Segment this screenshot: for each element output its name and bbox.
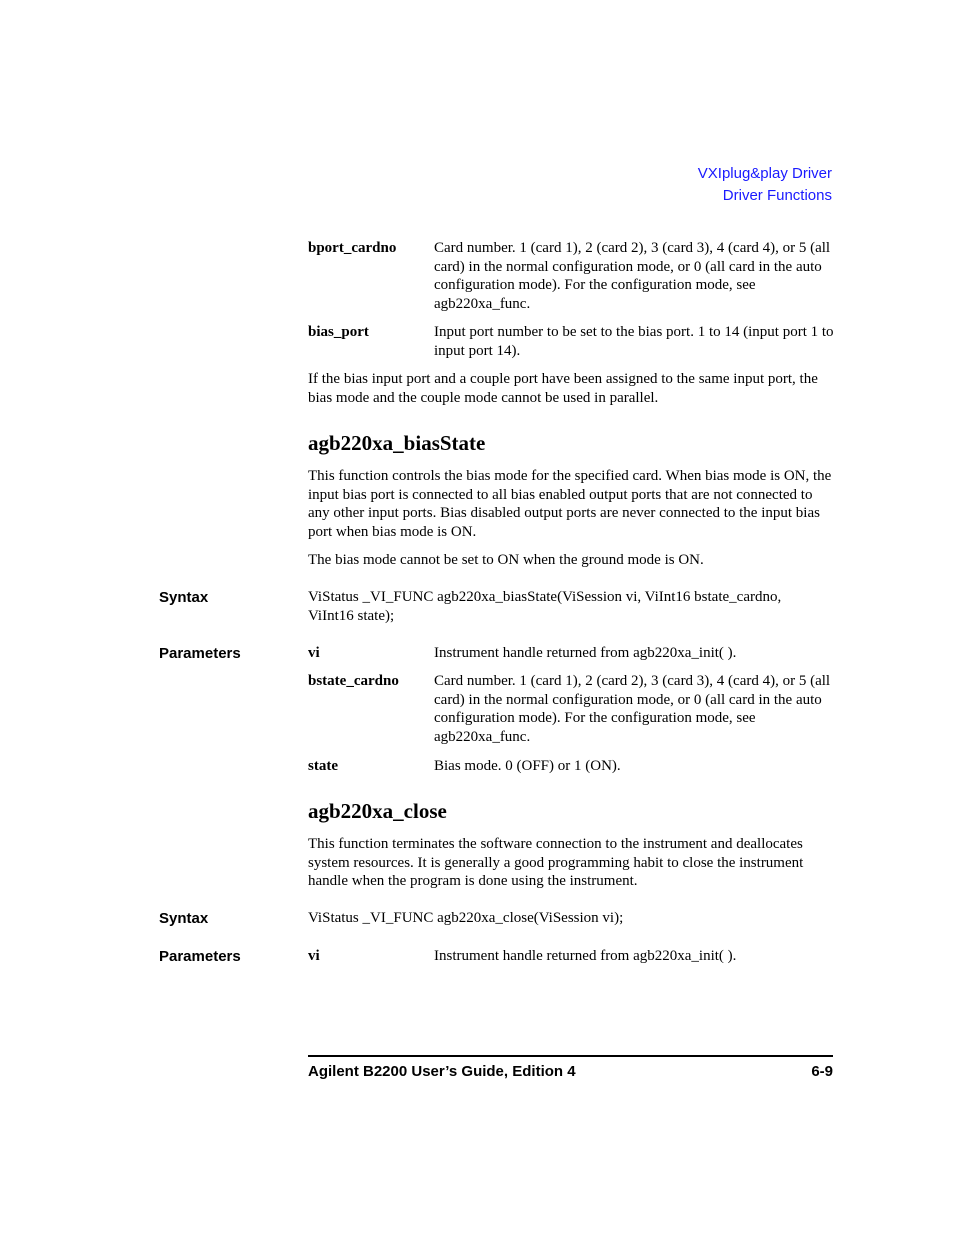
footer-rule bbox=[308, 1055, 833, 1057]
syntax-label-biasstate: Syntax bbox=[159, 589, 209, 606]
param-desc-state: Bias mode. 0 (OFF) or 1 (ON). bbox=[434, 758, 621, 774]
syntax-label-close: Syntax bbox=[159, 910, 209, 927]
biasstate-description: This function controls the bias mode for the specified card. When bias mode is ON, the input bias port is connected to all bias enabled output ports that are not connected to any other input ports. Bias disabled output ports are never connected to the input bias port when bias mode is ON. bbox=[308, 468, 832, 541]
param-desc-bstate-cardno: Card number. 1 (card 1), 2 (card 2), 3 (card 3), 4 (card 4), or 5 (all card) in the normal configuration mode, or 0 (all card in the auto configuration mode). For the configuration mode, see agb220xa_func. bbox=[434, 673, 831, 746]
parameters-label-biasstate: Parameters bbox=[159, 645, 241, 662]
param-desc-vi: Instrument handle returned from agb220xa_init( ). bbox=[434, 645, 737, 661]
close-description: This function terminates the software connection to the instrument and deallocates system resources. It is generally a good programming habit to close the instrument handle when the program is done using the instrument. bbox=[308, 836, 804, 890]
param-name-vi: vi bbox=[308, 645, 320, 661]
param-name-bstate-cardno: bstate_cardno bbox=[308, 673, 399, 689]
parameters-label-close: Parameters bbox=[159, 948, 241, 965]
footer-title: Agilent B2200 User’s Guide, Edition 4 bbox=[308, 1063, 576, 1080]
param-name-bport-cardno: bport_cardno bbox=[308, 240, 397, 256]
page-number: 6-9 bbox=[811, 1063, 833, 1080]
param-desc-bport-cardno: Card number. 1 (card 1), 2 (card 2), 3 (card 3), 4 (card 4), or 5 (all card) in the normal configuration mode, or 0 (all card in the auto configuration mode). For the configuration mode, see agb220xa_func. bbox=[434, 240, 831, 313]
syntax-biasstate: ViStatus _VI_FUNC agb220xa_biasState(ViSession vi, ViInt16 bstate_cardno, ViInt16 state); bbox=[308, 589, 782, 624]
param-desc-bias-port: Input port number to be set to the bias port. 1 to 14 (input port 1 to input port 14). bbox=[434, 324, 834, 359]
biasstate-note: The bias mode cannot be set to ON when the ground mode is ON. bbox=[308, 552, 704, 568]
syntax-close: ViStatus _VI_FUNC agb220xa_close(ViSession vi); bbox=[308, 910, 624, 926]
param-name-vi-close: vi bbox=[308, 948, 320, 964]
header-section-link[interactable]: Driver Functions bbox=[722, 187, 832, 204]
header-chapter-link[interactable]: VXIplug&play Driver bbox=[697, 165, 832, 182]
section-title-close: agb220xa_close bbox=[308, 799, 447, 823]
top-note: If the bias input port and a couple port have been assigned to the same input port, the bias mode and the couple mode cannot be used in parallel. bbox=[308, 371, 818, 406]
param-name-state: state bbox=[308, 758, 338, 774]
param-name-bias-port: bias_port bbox=[308, 324, 369, 340]
section-title-biasstate: agb220xa_biasState bbox=[308, 431, 486, 455]
param-desc-vi-close: Instrument handle returned from agb220xa_init( ). bbox=[434, 948, 737, 964]
